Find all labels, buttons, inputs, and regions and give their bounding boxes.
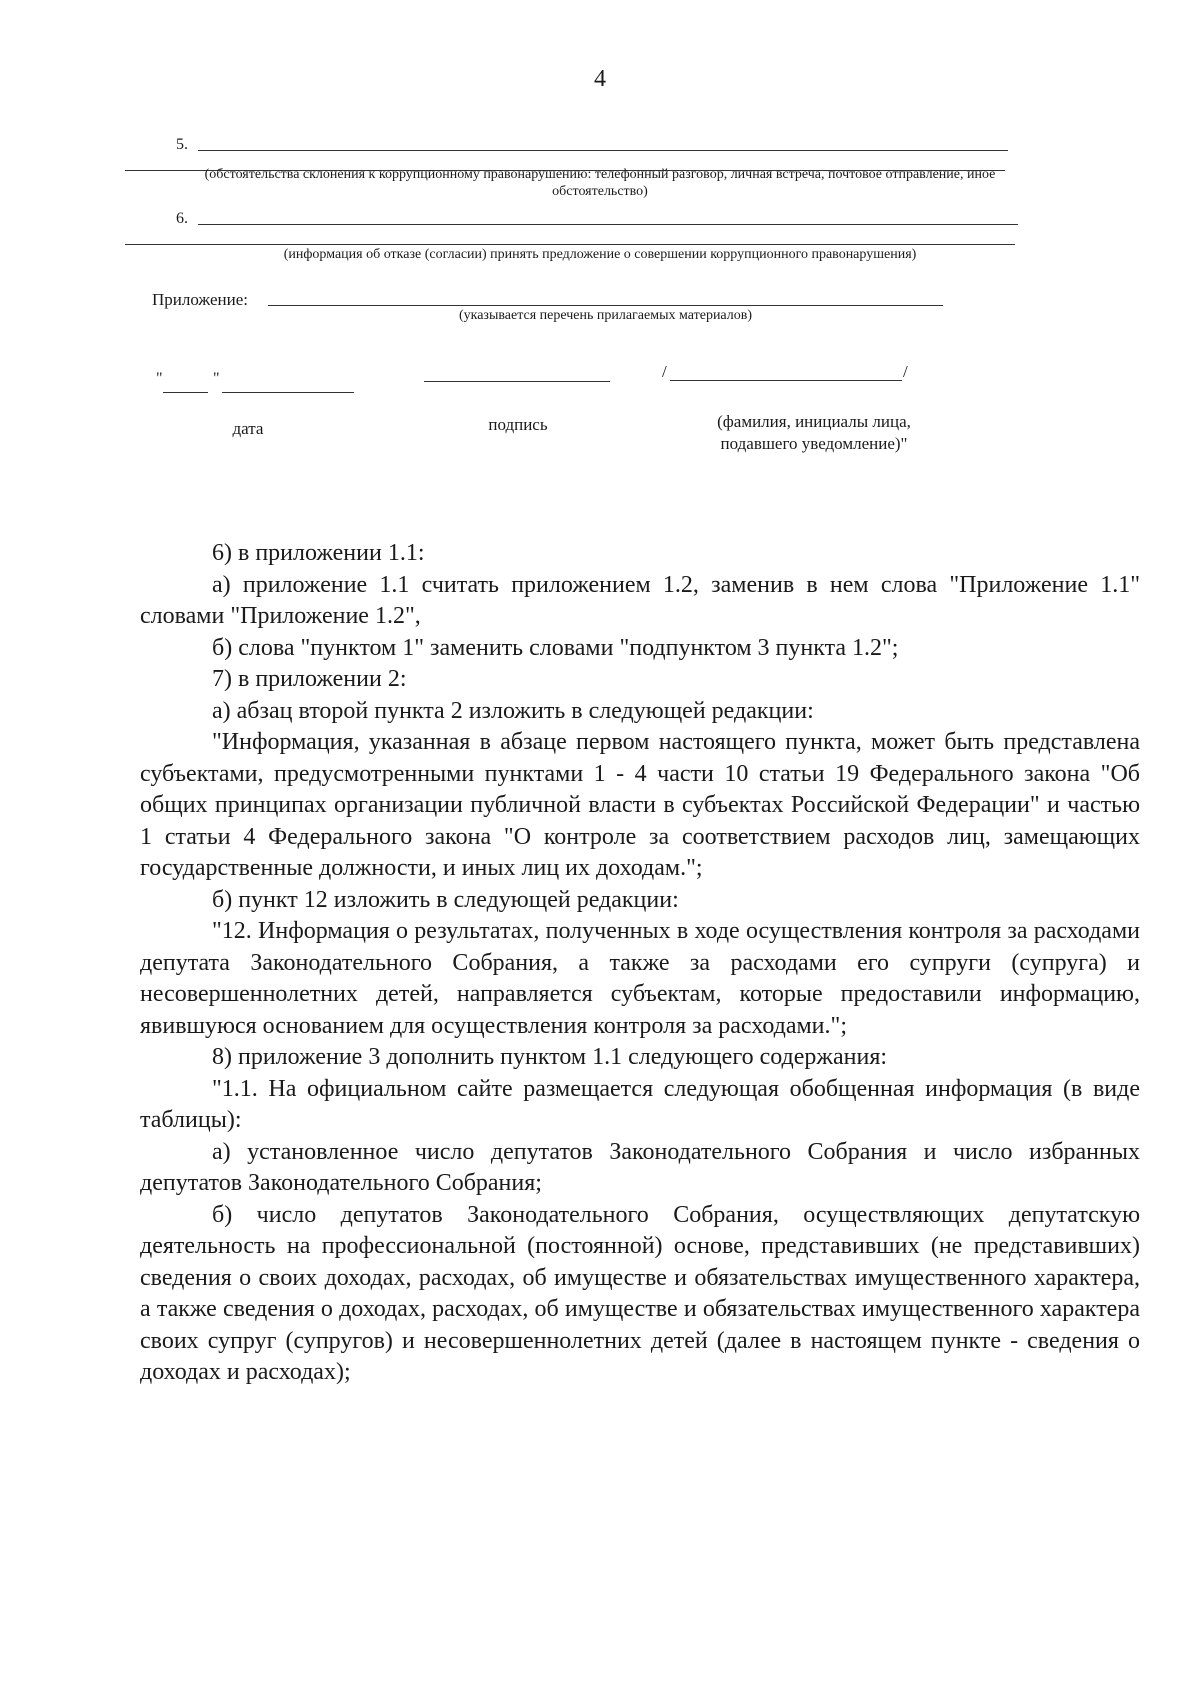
paragraph: б) пункт 12 изложить в следующей редакции: xyxy=(212,886,679,913)
paragraph: а) приложение 1.1 считать приложением 1.2, заменив в нем слова "Приложение 1.1" словами "Приложение 1.2", xyxy=(140,571,1140,629)
attachment-caption: (указывается перечень прилагаемых материалов) xyxy=(458,308,753,323)
date-quote-open: " xyxy=(156,370,163,387)
item-6-label: 6. xyxy=(176,210,188,227)
attachment-label: Приложение: xyxy=(152,290,248,309)
page-number: 4 xyxy=(594,66,606,92)
item-5-caption: (обстоятельства склонения к коррупционному правонарушению: телефонный разговор, личная встреча, почтовое отправление, иное обстоятельство) xyxy=(204,167,996,199)
date-label: дата xyxy=(232,419,264,438)
paragraph: "1.1. На официальном сайте размещается следующая обобщенная информация (в виде таблицы): xyxy=(140,1075,1140,1133)
date-day-line xyxy=(163,392,208,393)
paragraph: б) слова "пунктом 1" заменить словами "подпунктом 3 пункта 1.2"; xyxy=(212,634,899,661)
signature-line xyxy=(424,381,610,382)
paragraph: 8) приложение 3 дополнить пунктом 1.1 следующего содержания: xyxy=(212,1044,888,1070)
paragraph: б) число депутатов Законодательного Собрания, осуществляющих депутатскую деятельность на профессиональной (постоянной) основе, представивших (не представивших) сведения о своих доходах, расходах, об имуществе и обязательствах имущественного характера, а также сведения о доходах, расходах, об имуществе и обязательствах имущественного характера своих супруг (супругов) и несовершеннолетних детей (далее в настоящем пункте - сведения о доходах и расходах); xyxy=(140,1201,1140,1385)
paragraph: а) абзац второй пункта 2 изложить в следующей редакции: xyxy=(212,697,814,724)
date-quote-close: " xyxy=(213,370,220,387)
paragraph: "12. Информация о результатах, полученных в ходе осуществления контроля за расходами депутата Законодательного Собрания, а также за расходами его супруги (супруга) и несовершеннолетних детей, направляется субъектам, которые предоставили информацию, явившуюся основанием для осуществления контроля за расходами."; xyxy=(140,918,1140,1039)
date-month-line xyxy=(222,392,354,393)
item-6-line xyxy=(198,224,1018,225)
name-label: (фамилия, инициалы лица, подавшего уведомление)" xyxy=(717,412,911,453)
item-6-caption: (информация об отказе (согласии) принять предложение о совершении коррупционного правонарушения) xyxy=(283,247,917,262)
name-line xyxy=(670,380,902,381)
signature-label: подпись xyxy=(488,415,548,434)
slash-left: / xyxy=(662,362,667,381)
item-5-label: 5. xyxy=(176,136,188,153)
paragraph: 6) в приложении 1.1: xyxy=(212,540,425,566)
body-text xyxy=(140,538,1140,1389)
item-5-line xyxy=(198,150,1008,151)
paragraph: 7) в приложении 2: xyxy=(212,666,407,692)
item-6-line-2 xyxy=(125,244,1015,245)
paragraph: "Информация, указанная в абзаце первом настоящего пункта, может быть представлена субъектами, предусмотренными пунктами 1 - 4 части 10 статьи 19 Федерального закона "Об общих принципах организации публичной власти в субъектах Российской Федерации" и частью 1 статьи 4 Федерального закона "О контроле за соответствием расходов лиц, замещающих государственные должности, и иных лиц их доходам."; xyxy=(140,729,1140,881)
paragraph: а) установленное число депутатов Законодательного Собрания и число избранных депутатов Законодательного Собрания; xyxy=(140,1138,1140,1196)
attachment-line xyxy=(268,305,943,306)
slash-right: / xyxy=(903,362,908,381)
